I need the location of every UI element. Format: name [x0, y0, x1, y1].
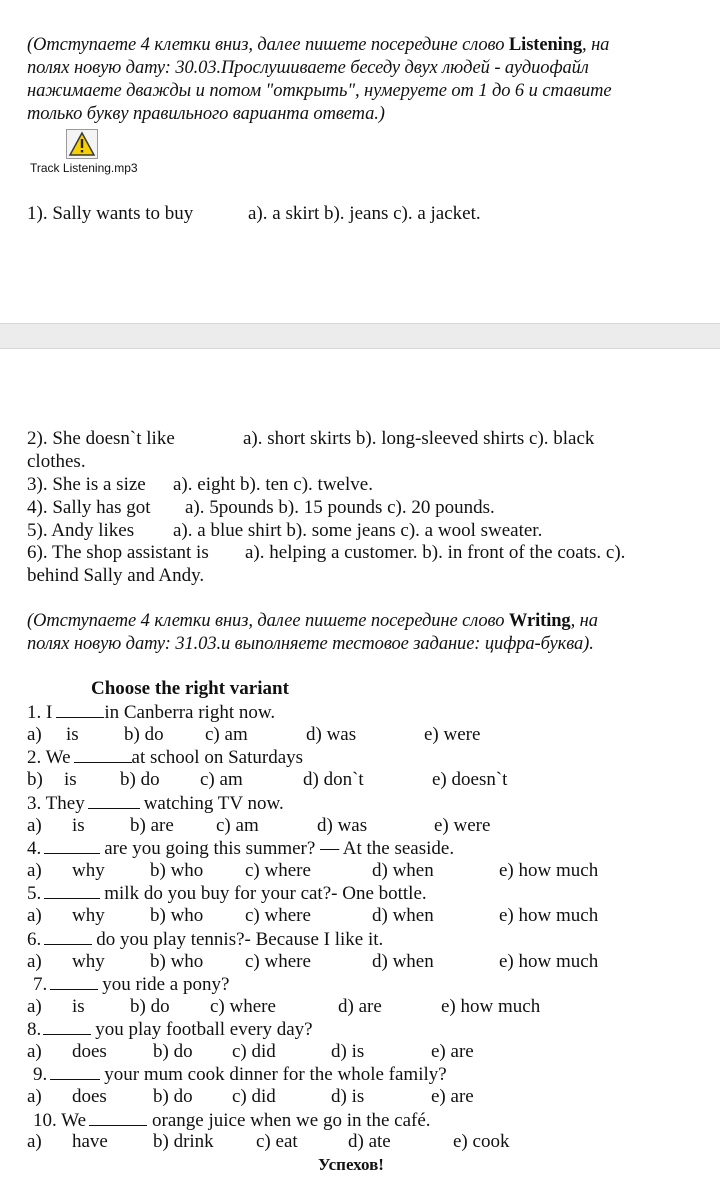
- listening-q2-options: a). short skirts b). long-sleeved shirts c). black: [243, 428, 595, 449]
- listening-q5-options: a). a blue shirt b). some jeans c). a wool sweater.: [173, 520, 543, 541]
- test-q6-opt-a: a): [27, 951, 42, 972]
- test-q7: 7. you ride a pony?: [33, 974, 230, 995]
- test-q8-opt-a-text: does: [72, 1041, 107, 1062]
- test-q6-opt-b: b) who: [150, 951, 204, 972]
- test-q10-opt-a: a): [27, 1131, 42, 1152]
- test-q2-opt-b: b) do: [120, 769, 160, 790]
- audio-file-warning-icon[interactable]: [66, 129, 98, 159]
- writing-instructions-line-1: (Отступаете 4 клетки вниз, далее пишете посередине слово Writing, на: [27, 611, 598, 631]
- listening-q4-stem: 4). Sally has got: [27, 497, 151, 518]
- listening-q3-options: a). eight b). ten c). twelve.: [173, 474, 373, 495]
- listening-q4-options: a). 5pounds b). 15 pounds c). 20 pounds.: [185, 497, 495, 518]
- listening-instructions-line-2: полях новую дату: 30.03.Прослушиваете беседу двух людей - аудиофайл: [27, 58, 589, 78]
- test-q4-opt-a-text: why: [72, 860, 105, 881]
- test-q2-opt-d: d) don`t: [303, 769, 364, 790]
- test-q10-opt-a-text: have: [72, 1131, 108, 1152]
- writing-word: Writing: [508, 611, 571, 631]
- test-q5: 5. milk do you buy for your cat?- One bottle.: [27, 883, 427, 904]
- test-q5-opt-a-text: why: [72, 905, 105, 926]
- test-q9-opt-d: d) is: [331, 1086, 365, 1107]
- test-q3-opt-c: c) am: [216, 815, 259, 836]
- test-q1: 1. I in Canberra right now.: [27, 702, 276, 723]
- test-q8-opt-a: a): [27, 1041, 42, 1062]
- test-q1-opt-e: e) were: [424, 724, 481, 745]
- test-q9-opt-e: e) are: [431, 1086, 474, 1107]
- test-q10-opt-d: d) ate: [348, 1131, 391, 1152]
- test-q3: 3. They watching TV now.: [27, 793, 284, 814]
- test-q9-opt-c: c) did: [232, 1086, 276, 1107]
- test-title: Choose the right variant: [91, 678, 289, 699]
- test-q6-opt-a-text: why: [72, 951, 105, 972]
- test-q7-opt-d: d) are: [338, 996, 382, 1017]
- test-q4-opt-a: a): [27, 860, 42, 881]
- test-q8: 8. you play football every day?: [27, 1019, 313, 1040]
- test-q10: 10. We orange juice when we go in the café.: [33, 1110, 431, 1131]
- test-q5-opt-a: a): [27, 905, 42, 926]
- test-q3-opt-b: b) are: [130, 815, 174, 836]
- test-q4: 4. are you going this summer? — At the seaside.: [27, 838, 455, 859]
- listening-q1-options: a). a skirt b). jeans c). a jacket.: [248, 203, 481, 224]
- test-q1-opt-a-text: is: [66, 724, 79, 745]
- test-q2-opt-c: c) am: [200, 769, 243, 790]
- listening-instructions-line-4: только букву правильного варианта ответа.): [27, 104, 385, 124]
- page-break: [0, 323, 720, 349]
- test-q2: 2. We at school on Saturdays: [27, 747, 304, 768]
- listening-instructions-line-1: (Отступаете 4 клетки вниз, далее пишете посередине слово Listening, на: [27, 35, 610, 55]
- test-q10-opt-b: b) drink: [153, 1131, 214, 1152]
- test-q3-opt-a-text: is: [72, 815, 85, 836]
- test-q4-opt-b: b) who: [150, 860, 204, 881]
- test-q7-opt-a: a): [27, 996, 42, 1017]
- test-q6-opt-d: d) when: [372, 951, 434, 972]
- test-q2-opt-a-text: is: [64, 769, 77, 790]
- test-q8-opt-c: c) did: [232, 1041, 276, 1062]
- test-q6-opt-e: e) how much: [499, 951, 599, 972]
- test-q1-opt-a: a): [27, 724, 42, 745]
- audio-file-name[interactable]: Track Listening.mp3: [30, 161, 138, 175]
- test-q9-opt-b: b) do: [153, 1086, 193, 1107]
- test-q10-opt-c: c) eat: [256, 1131, 298, 1152]
- test-q4-opt-e: e) how much: [499, 860, 599, 881]
- writing-instructions-line-2: полях новую дату: 31.03.и выполняете тестовое задание: цифра-буква).: [27, 634, 594, 654]
- test-q9: 9. your mum cook dinner for the whole family?: [33, 1064, 447, 1085]
- test-q7-opt-c: c) where: [210, 996, 276, 1017]
- test-q7-opt-b: b) do: [130, 996, 170, 1017]
- test-q7-opt-a-text: is: [72, 996, 85, 1017]
- test-q9-opt-a: a): [27, 1086, 42, 1107]
- test-q4-opt-c: c) where: [245, 860, 311, 881]
- test-q3-opt-d: d) was: [317, 815, 368, 836]
- closing-text: Успехов!: [318, 1155, 384, 1174]
- listening-q2-stem: 2). She doesn`t like: [27, 428, 175, 449]
- test-q10-opt-e: e) cook: [453, 1131, 510, 1152]
- listening-instructions-line-3: нажимаете дважды и потом "открыть", нумеруете от 1 до 6 и ставите: [27, 81, 612, 101]
- listening-word: Listening: [508, 35, 583, 55]
- listening-q6-continuation: behind Sally and Andy.: [27, 565, 205, 586]
- test-q1-opt-d: d) was: [306, 724, 357, 745]
- test-q2-opt-a: b): [27, 769, 43, 790]
- test-q8-opt-e: e) are: [431, 1041, 474, 1062]
- test-q5-opt-e: e) how much: [499, 905, 599, 926]
- test-q3-opt-a: a): [27, 815, 42, 836]
- test-q7-opt-e: e) how much: [441, 996, 541, 1017]
- test-q8-opt-b: b) do: [153, 1041, 193, 1062]
- listening-q1-stem: 1). Sally wants to buy: [27, 203, 194, 224]
- test-q1-opt-b: b) do: [124, 724, 164, 745]
- listening-q6-options: a). helping a customer. b). in front of the coats. c).: [245, 542, 626, 563]
- test-q3-opt-e: e) were: [434, 815, 491, 836]
- listening-q5-stem: 5). Andy likes: [27, 520, 135, 541]
- test-q2-opt-e: e) doesn`t: [432, 769, 508, 790]
- listening-q3-stem: 3). She is a size: [27, 474, 146, 495]
- test-q9-opt-a-text: does: [72, 1086, 107, 1107]
- test-q5-opt-c: c) where: [245, 905, 311, 926]
- test-q6-opt-c: c) where: [245, 951, 311, 972]
- test-q5-opt-d: d) when: [372, 905, 434, 926]
- listening-q2-continuation: clothes.: [27, 451, 86, 472]
- test-q4-opt-d: d) when: [372, 860, 434, 881]
- test-q6: 6. do you play tennis?- Because I like it.: [27, 929, 384, 950]
- listening-q6-stem: 6). The shop assistant is: [27, 542, 209, 563]
- test-q5-opt-b: b) who: [150, 905, 204, 926]
- test-q1-opt-c: c) am: [205, 724, 248, 745]
- test-q8-opt-d: d) is: [331, 1041, 365, 1062]
